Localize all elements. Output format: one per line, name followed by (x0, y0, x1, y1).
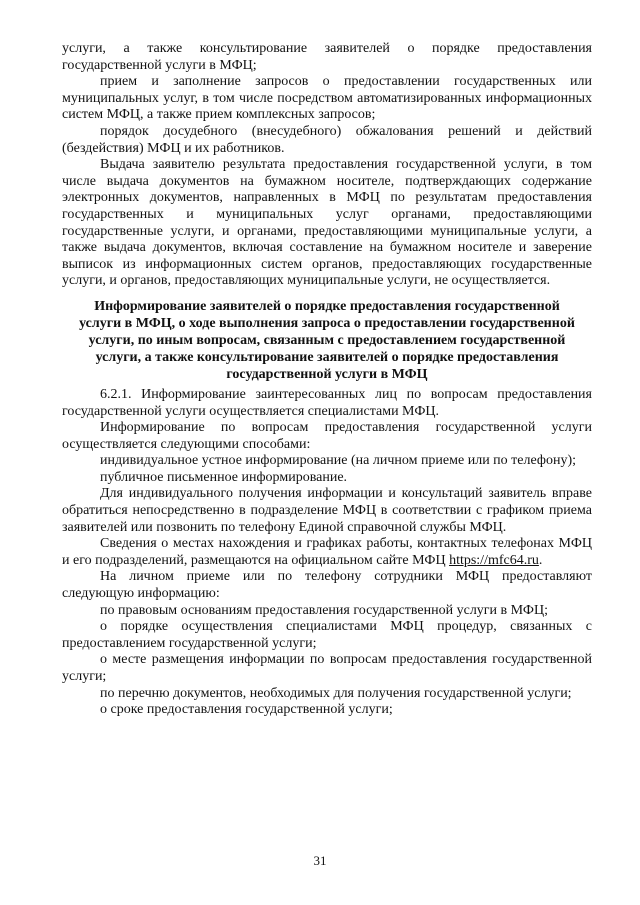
page-number: 31 (313, 853, 327, 868)
paragraph: порядок досудебного (внесудебного) обжалования решений и действий (бездействия) МФЦ и их работников. (62, 123, 592, 156)
site-text: Сведения о местах нахождения и графиках работы, контактных телефонах МФЦ и его подразделений, размещаются на официальном сайте МФЦ (62, 536, 592, 568)
paragraph: индивидуальное устное информирование (на личном приеме или по телефону); (100, 453, 576, 469)
paragraph: Для индивидуального получения информации и консультаций заявитель вправе обратиться непосредственно в подразделение МФЦ в соответствии с графиком приема заявителей или позвонить по телефону Единой справочной службы МФЦ. (62, 486, 592, 535)
section-heading: Информирование заявителей о порядке предоставления государственной услуги в МФЦ, о ходе выполнения запроса о предоставлении государственной услуги, по иным вопросам, связанным с предоставлением государственной услуги, а также консультирование заявителей о порядке предоставления государственной услуги в МФЦ (79, 298, 575, 382)
paragraph: публичное письменное информирование. (100, 469, 348, 485)
list-item: по перечню документов, необходимых для получения государственной услуги; (100, 685, 572, 701)
paragraph: прием и заполнение запросов о предоставлении государственных или муниципальных услуг, в том числе посредством автоматизированных информационных систем МФЦ, а также прием комплексных запросов; (62, 74, 592, 123)
paragraph: 6.2.1. Информирование заинтересованных лиц по вопросам предоставления государственной услуги осуществляется специалистами МФЦ. (62, 386, 592, 419)
paragraph-site (62, 536, 592, 569)
paragraph: На личном приеме или по телефону сотрудники МФЦ предоставляют следующую информацию: (62, 569, 592, 602)
site-after: . (538, 552, 543, 568)
website-link[interactable]: https://mfc64.ru (449, 552, 539, 568)
list-item: по правовым основаниям предоставления государственной услуги в МФЦ; (100, 602, 548, 618)
document-page (62, 41, 592, 719)
paragraph: Выдача заявителю результата предоставления государственной услуги, в том числе выдача документов на бумажном носителе, подтверждающих содержание электронных документов, направленных в МФЦ по результатам предоставления государственных и муниципальных услуг органами, предоставляющими государственные услуги, и органами, предоставляющими муниципальные услуги, а также выдача документов, включая составление на бумажном носителе и заверение выписок из информационных систем органов, предоставляющих государственные услуги, и органов, предоставляющих муниципальные услуги, не осуществляется. (62, 157, 592, 289)
list-item: о месте размещения информации по вопросам предоставления государственной услуги; (62, 652, 592, 684)
paragraph: услуги, а также консультирование заявителей о порядке предоставления государственной услуги в МФЦ; (62, 41, 592, 73)
paragraph: Информирование по вопросам предоставления государственной услуги осуществляется следующими способами: (62, 420, 592, 452)
list-item: о порядке осуществления специалистами МФЦ процедур, связанных с предоставлением государственной услуги; (62, 619, 592, 651)
list-item: о сроке предоставления государственной услуги; (100, 702, 393, 718)
